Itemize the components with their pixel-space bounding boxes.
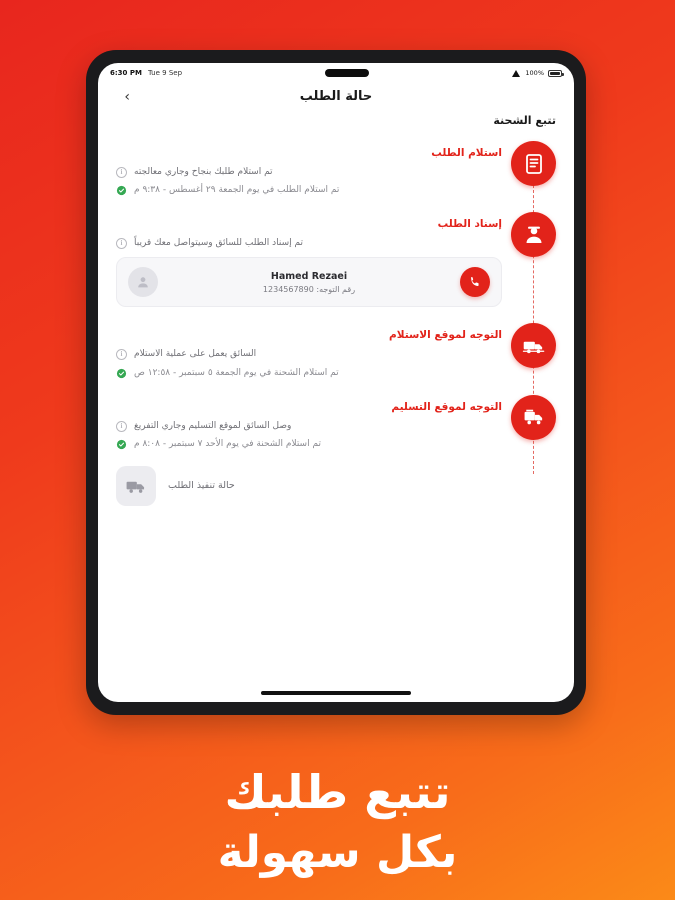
section-title: تتبع الشحنة (493, 114, 556, 127)
step-line (116, 420, 502, 432)
timeline-step-order-received (116, 141, 556, 196)
tablet-screen (98, 63, 574, 702)
step-line-text: تم استلام طلبك بنجاح وجاري معالجته (134, 167, 273, 177)
step-line-text: تم استلام الشحنة في يوم الجمعة ٥ سبتمبر - ١٢:٥٨ ص (134, 367, 339, 378)
check-icon (116, 368, 127, 379)
step-line (116, 367, 502, 379)
step-line-text: تم استلام الشحنة في يوم الأحد ٧ سبتمبر - ٨:٠٨ م (134, 438, 321, 449)
step-line (116, 348, 502, 360)
step-line-text: السائق يعمل على عملية الاستلام (134, 349, 257, 360)
step-title: التوجه لموقع الاستلام (389, 329, 502, 342)
order-execution-status-row (116, 466, 556, 506)
status-date: Tue 9 Sep (147, 69, 183, 77)
step-title: استلام الطلب (431, 147, 502, 159)
battery-icon (548, 70, 562, 77)
truck-pickup-icon (511, 323, 556, 368)
app-header (98, 83, 574, 114)
driver-phone: رقم التوجه: 1234567890 (262, 284, 356, 294)
tablet-device-frame (86, 50, 586, 715)
step-title: التوجه لموقع التسليم (391, 400, 502, 413)
timeline-step-heading-to-delivery (116, 395, 556, 450)
camera-notch (325, 69, 369, 77)
driver-card (116, 257, 502, 307)
promo-caption-line1: تتبع طلبك (224, 765, 451, 819)
status-bar (98, 63, 574, 83)
promo-caption (0, 765, 675, 878)
info-icon: i (116, 167, 127, 178)
order-receipt-icon (511, 141, 556, 186)
info-icon: i (116, 238, 127, 249)
shipment-timeline (116, 141, 556, 506)
phone-icon[interactable] (460, 267, 490, 297)
step-line (116, 166, 502, 178)
page-title: حالة الطلب (299, 89, 373, 104)
user-icon (128, 267, 158, 297)
status-bar-right (512, 69, 562, 77)
step-line-text: وصل السائق لموقع التسليم وجاري التفريغ (134, 420, 292, 431)
order-status-content (98, 114, 574, 702)
step-line-text: تم استلام الطلب في يوم الجمعة ٢٩ أغسطس - ٩:٣٨ م (134, 185, 340, 196)
promo-caption-line2: بكل سهولة (217, 827, 458, 878)
status-bar-left (110, 69, 182, 77)
wifi-icon (512, 70, 521, 77)
status-bar-center (182, 69, 512, 77)
step-line (116, 237, 502, 249)
step-title: إسناد الطلب (437, 218, 502, 231)
timeline-step-heading-to-pickup (116, 323, 556, 378)
driver-name: Hamed Rezaei (270, 270, 348, 282)
timeline-step-order-assigned (116, 212, 556, 307)
home-indicator (261, 691, 411, 695)
step-line (116, 438, 502, 450)
check-icon (116, 185, 127, 196)
truck-delivery-icon (511, 395, 556, 440)
battery-percent-label: 100% (525, 69, 544, 77)
step-line (116, 184, 502, 196)
order-execution-status-label: حالة تنفيذ الطلب (168, 480, 235, 492)
status-time: 6:30 PM (110, 69, 142, 77)
info-icon: i (116, 421, 127, 432)
truck-status-icon (116, 466, 156, 506)
driver-info (167, 271, 451, 294)
step-line-text: تم إسناد الطلب للسائق وسيتواصل معك قريباً (134, 238, 304, 249)
info-icon: i (116, 349, 127, 360)
chevron-left-icon[interactable]: › (124, 88, 130, 105)
driver-icon (511, 212, 556, 257)
check-icon (116, 439, 127, 450)
